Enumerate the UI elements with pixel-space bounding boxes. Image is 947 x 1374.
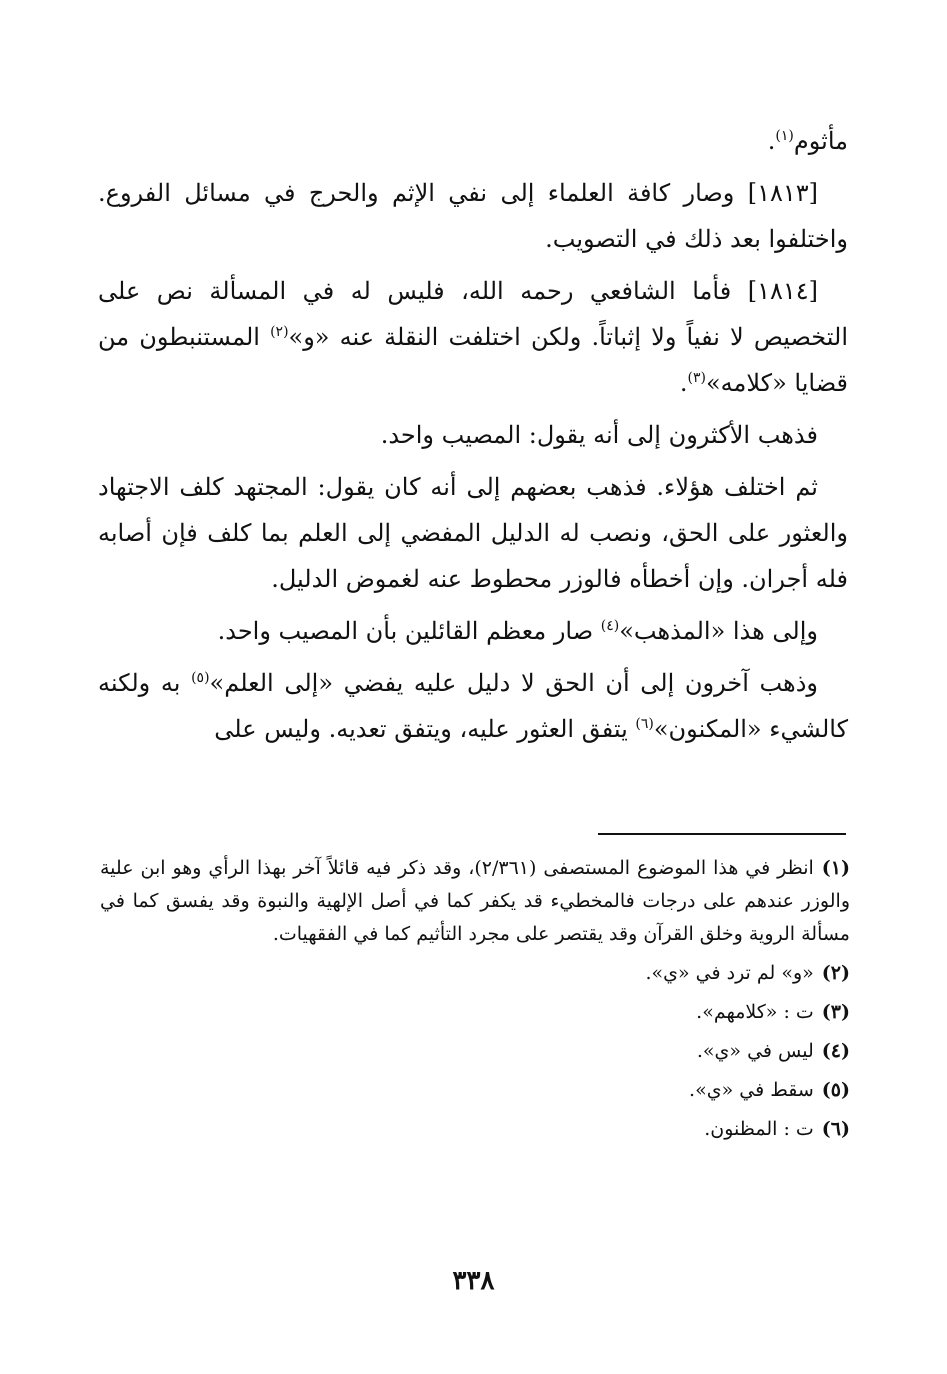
paragraph-text: وذهب آخرون إلى أن الحق لا دليل عليه يفضي «إلى العلم» <box>209 669 818 697</box>
footnote <box>100 852 850 951</box>
paragraph-text: به ولكنه كالشيء «المكنون» <box>98 669 848 743</box>
footnotes <box>100 852 850 1152</box>
paragraph-text: يتفق العثور عليه، ويتفق تعديه. وليس على <box>214 715 636 743</box>
footnote-number: (٥) <box>821 1079 850 1101</box>
footnote-text: ت : «كلامهم». <box>696 1001 814 1023</box>
paragraph <box>98 464 848 602</box>
footnote-ref: (٦) <box>635 716 654 732</box>
footnote-ref: (٥) <box>191 670 210 686</box>
paragraph-text: فذهب الأكثرون إلى أنه يقول: المصيب واحد. <box>380 421 818 449</box>
paragraph-text: [١٨١٤] فأما الشافعي رحمه الله، فليس له في المسألة نص على التخصيص لا نفياً ولا إثباتاً. ولكن اختلفت النقلة عنه «و» <box>98 277 848 351</box>
paragraph-text: . <box>767 127 776 155</box>
footnote-text: ليس في «ي». <box>696 1040 814 1062</box>
footnote <box>100 1074 850 1107</box>
paragraph-text: . <box>679 369 688 397</box>
footnote-ref: (٣) <box>687 370 706 386</box>
footnote-text: ت : المظنون. <box>704 1118 814 1140</box>
paragraph <box>98 660 848 752</box>
paragraph <box>98 118 848 164</box>
footnote-number: (١) <box>821 857 850 879</box>
footnote <box>100 1035 850 1068</box>
footnote-text: انظر في هذا الموضوع المستصفى (٢/٣٦١)، وقد ذكر فيه قائلاً آخر بهذا الرأي وهو ابن علية والوزر عندهم على درجات فالمخطيء قد يكفر كما في أصل الإلهية والنبوة وقد يفسق كما في مسألة الروية وخلق القرآن وقد يقتصر على مجرد التأثيم كما في الفقهيات. <box>100 857 850 945</box>
paragraph <box>98 412 848 458</box>
footnote <box>100 1113 850 1146</box>
main-text <box>98 118 848 758</box>
paragraph-text: ثم اختلف هؤلاء. فذهب بعضهم إلى أنه كان يقول: المجتهد كلف الاجتهاد والعثور على الحق، ونصب له الدليل المفضي إلى العلم بما كلف فإن أصابه فله أجران. وإن أخطأه فالوزر محطوط عنه لغموض الدليل. <box>98 473 848 593</box>
footnote <box>100 996 850 1029</box>
paragraph <box>98 170 848 262</box>
footnote-text: «و» لم ترد في «ي». <box>645 962 814 984</box>
paragraph-text: وإلى هذا «المذهب» <box>619 617 818 645</box>
paragraph <box>98 268 848 406</box>
footnote-number: (٦) <box>821 1118 850 1140</box>
paragraph-text: المستنبطون من قضايا «كلامه» <box>98 323 848 397</box>
paragraph-text: [١٨١٣] وصار كافة العلماء إلى نفي الإثم والحرج في مسائل الفروع. واختلفوا بعد ذلك في التصويب. <box>98 179 848 253</box>
footnote-ref: (٤) <box>600 618 620 634</box>
footnote-number: (٢) <box>821 962 850 984</box>
footnote-ref: (١) <box>775 128 794 144</box>
footnote-number: (٤) <box>821 1040 850 1062</box>
footnote <box>100 957 850 990</box>
footnote-separator <box>598 833 846 835</box>
footnote-ref: (٢) <box>270 324 289 340</box>
paragraph <box>98 608 848 654</box>
page-number: ٣٣٨ <box>452 1266 495 1296</box>
paragraph-text: مأثوم <box>793 127 848 155</box>
footnote-text: سقط في «ي». <box>689 1079 814 1101</box>
paragraph-text: صار معظم القائلين بأن المصيب واحد. <box>217 617 601 645</box>
footnote-number: (٣) <box>821 1001 850 1023</box>
